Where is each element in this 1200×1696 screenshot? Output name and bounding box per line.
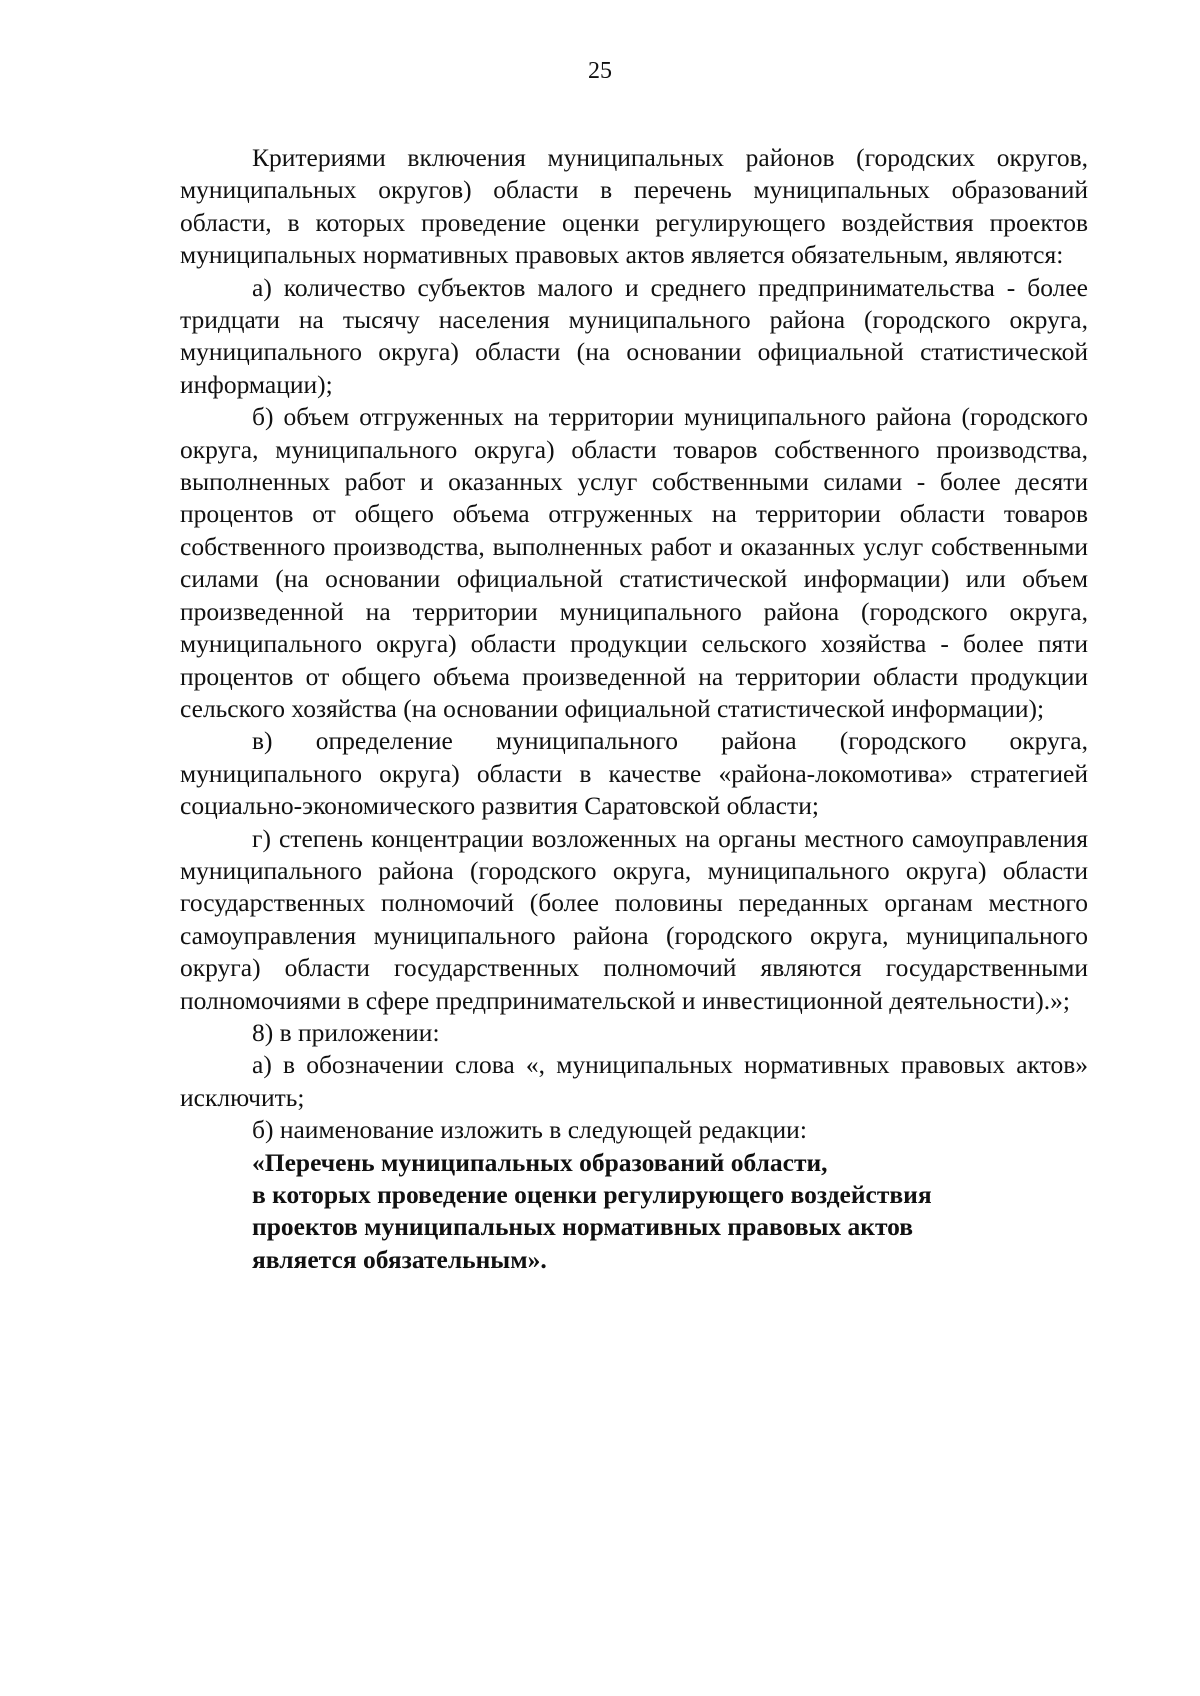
paragraph-criterion-g: г) степень концентрации возложенных на органы местного самоуправления муниципального района (городского округа, муниципального округа) области государственных полномочий (более половины переданных органам местного самоуправления муниципального района (городского округа, муниципального округа) области государственных полномочий являются государственными полномочиями в сфере предпринимательской и инвестиционной деятельности).»;	[180, 823, 1088, 1015]
document-body	[180, 142, 1088, 1276]
paragraph-criterion-a: а) количество субъектов малого и среднего предпринимательства - более тридцати на тысячу населения муниципального района (городского округа, муниципального округа) области (на основании официальной статистической информации);	[180, 272, 1088, 399]
paragraph-criterion-b: б) объем отгруженных на территории муниципального района (городского округа, муниципального округа) области товаров собственного производства, выполненных работ и оказанных услуг собственными силами - более десяти процентов от общего объема отгруженных на территории области товаров собственного производства, выполненных работ и оказанных услуг собственными силами (на основании официальной статистической информации) или объем произведенной на территории муниципального района (городского округа, муниципального округа) области продукции сельского хозяйства - более пяти процентов от общего объема произведенной на территории области продукции сельского хозяйства (на основании официальной статистической информации);	[180, 402, 1088, 723]
paragraph-criterion-v: в) определение муниципального района (городского округа, муниципального округа) области в качестве «района-локомотива» стратегией социально-экономического развития Саратовской области;	[180, 726, 1088, 821]
appendix-title-line: «Перечень муниципальных образований области,	[252, 1147, 828, 1177]
paragraph-item-8b: б) наименование изложить в следующей редакции:	[252, 1115, 807, 1145]
paragraph-item-8: 8) в приложении:	[252, 1017, 440, 1047]
paragraph-criteria-intro: Критериями включения муниципальных районов (городских округов, муниципальных округов) области в перечень муниципальных образований области, в которых проведение оценки регулирующего воздействия проектов муниципальных нормативных правовых актов является обязательным, являются:	[180, 143, 1088, 270]
paragraph-item-8a: а) в обозначении слова «, муниципальных нормативных правовых актов» исключить;	[180, 1050, 1088, 1112]
appendix-title	[180, 1147, 1088, 1277]
appendix-title-line: проектов муниципальных нормативных правовых актов	[252, 1212, 914, 1242]
page-number: 25	[588, 58, 612, 84]
appendix-title-line: является обязательным».	[252, 1244, 547, 1274]
appendix-title-line: в которых проведение оценки регулирующего воздействия	[252, 1180, 932, 1209]
